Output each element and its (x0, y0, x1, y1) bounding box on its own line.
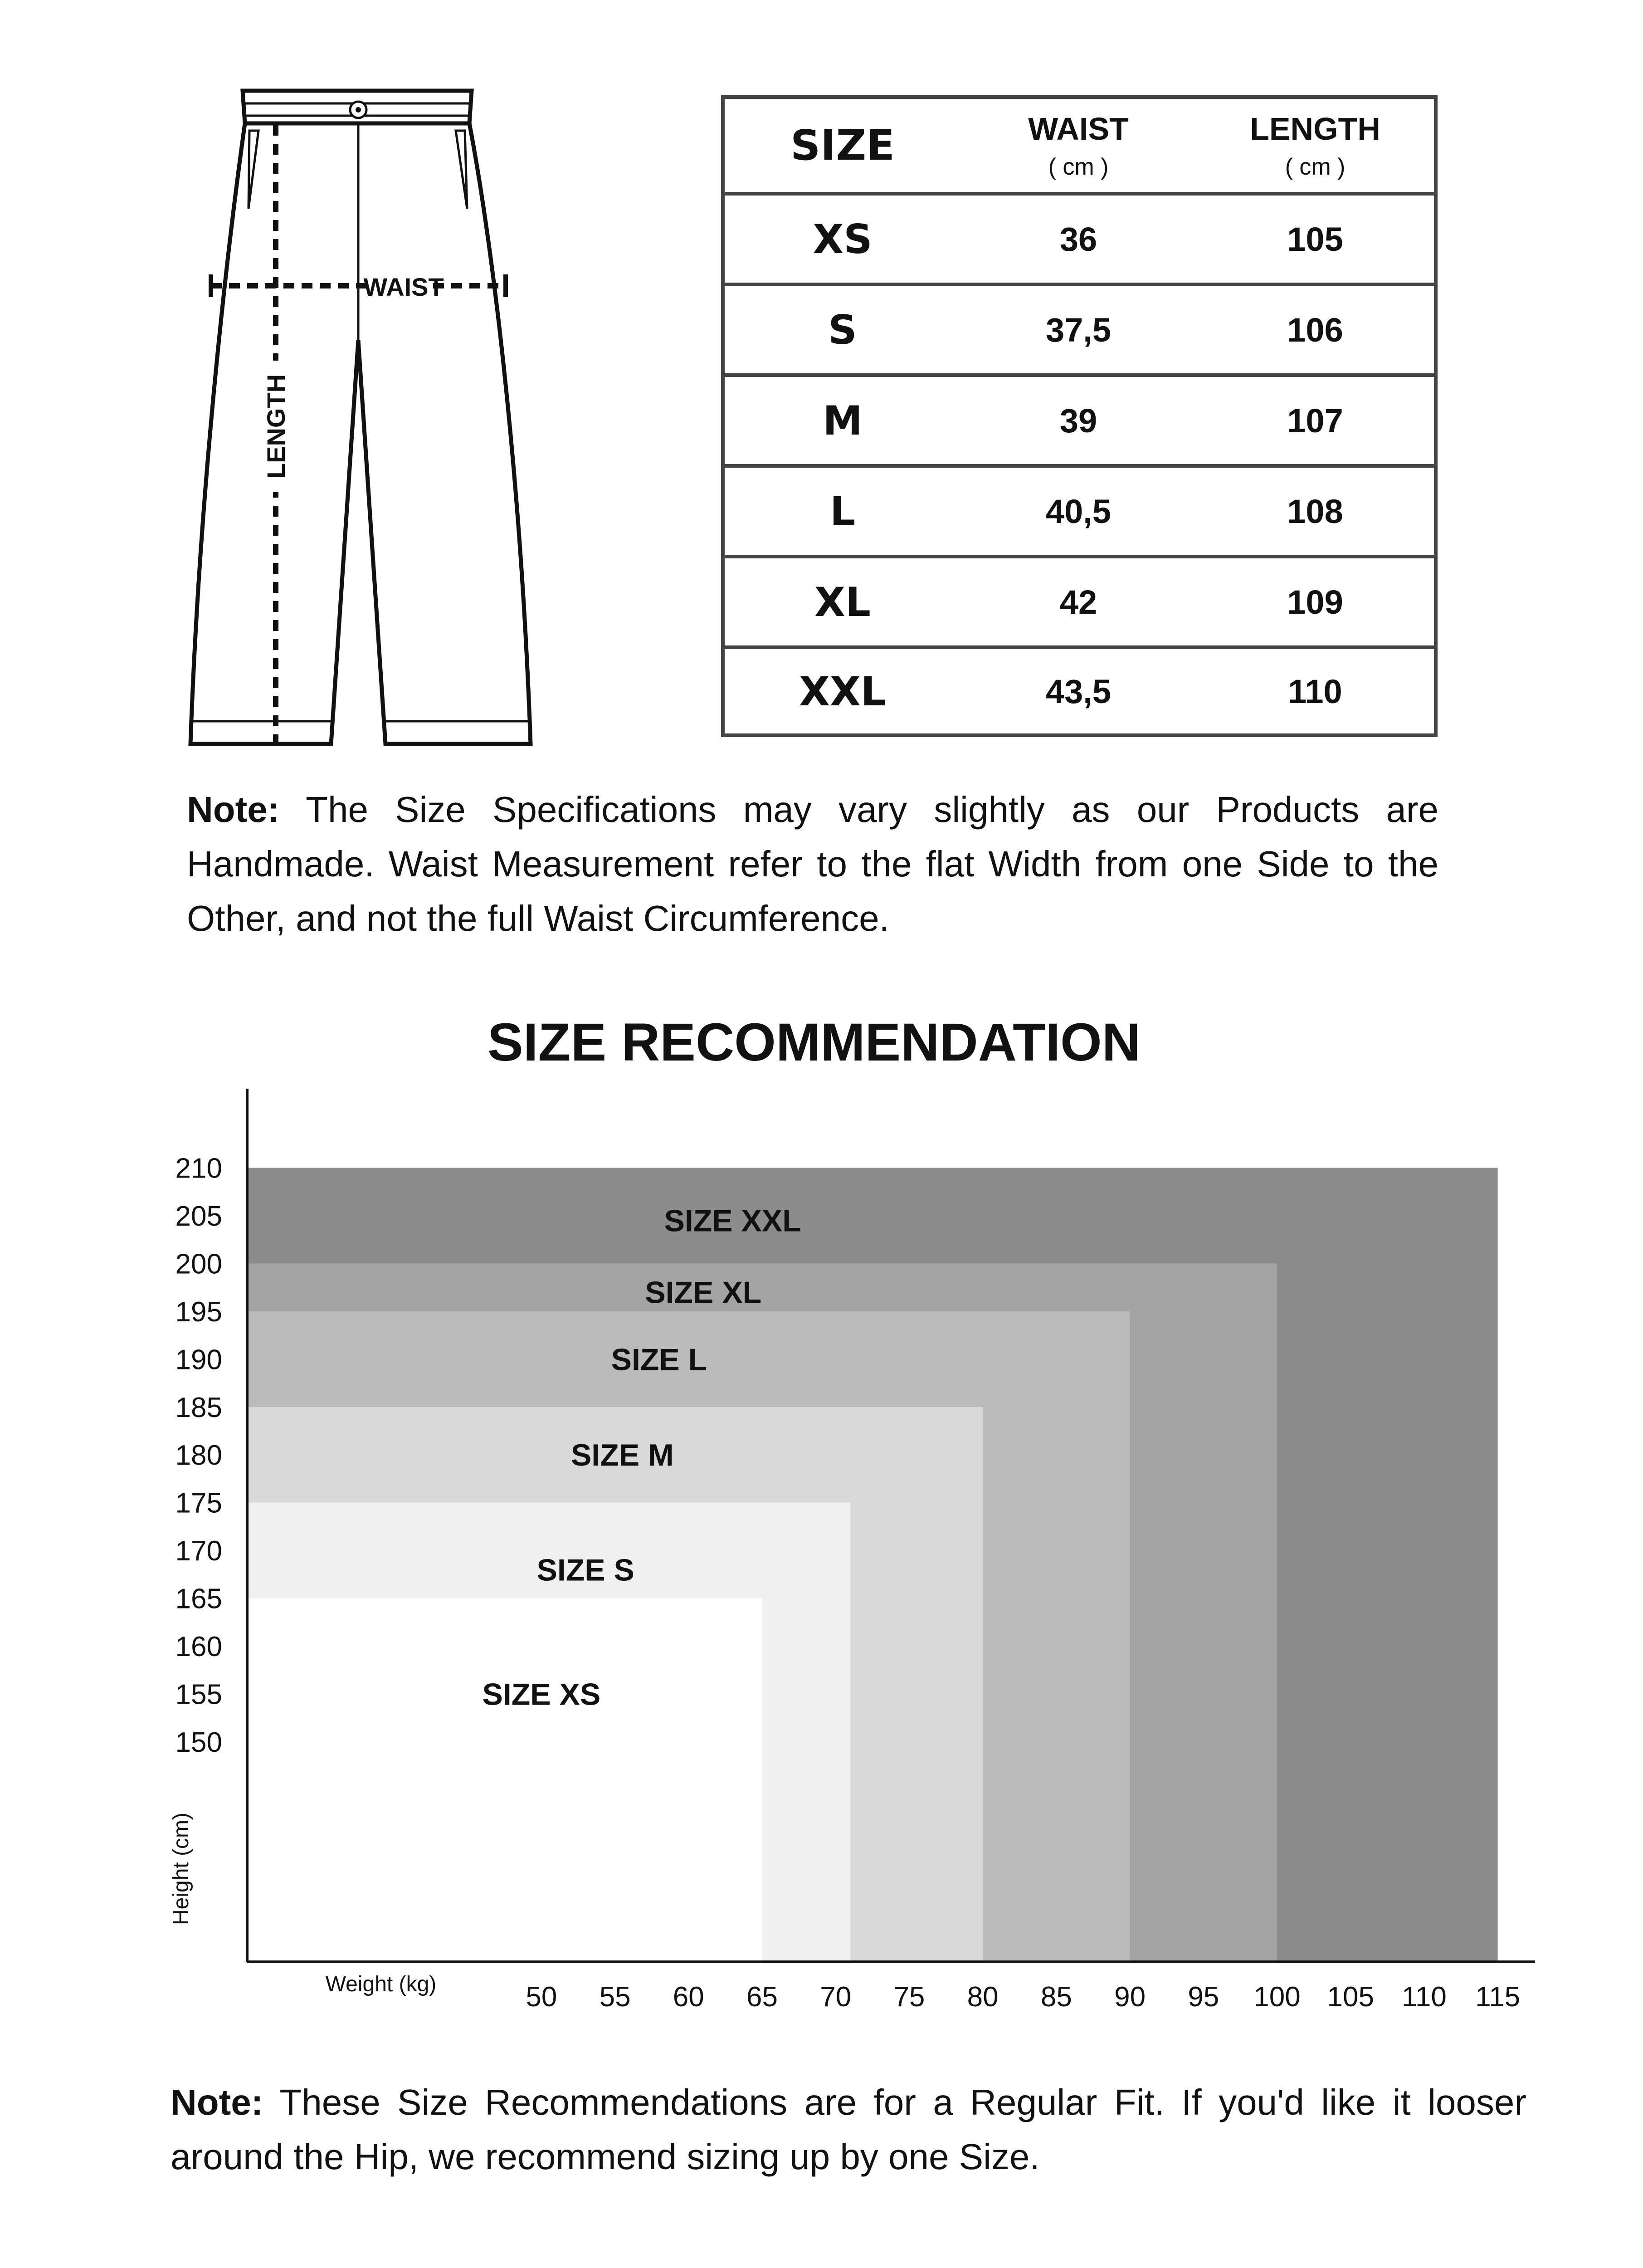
size-cell: S (828, 306, 857, 353)
y-tick-label: 155 (175, 1679, 222, 1711)
x-tick-label: 95 (1188, 1981, 1219, 2013)
y-tick-label: 200 (175, 1248, 222, 1280)
table-row (725, 286, 1434, 377)
table-row (725, 558, 1434, 649)
note-bottom-text: These Size Recommendations are for a Regular Fit. If you'd like it looser around the Hip, we recommend sizing up by one Size. (171, 2082, 1526, 2177)
x-tick-label: 50 (526, 1981, 557, 2013)
header-waist: WAIST (1028, 111, 1129, 147)
y-tick-label: 185 (175, 1392, 222, 1423)
size-cell: M (823, 397, 863, 444)
region-label: SIZE XS (482, 1677, 601, 1712)
region-label: SIZE L (611, 1342, 707, 1377)
waist-cell: 37,5 (1045, 311, 1112, 349)
note-bottom (171, 2075, 1526, 2184)
table-row (725, 196, 1434, 286)
table-header (725, 99, 1434, 196)
note-top-label: Note: (187, 789, 280, 830)
y-tick-label: 175 (175, 1487, 222, 1519)
waist-label: WAIST (363, 273, 444, 301)
region-label: SIZE XL (645, 1275, 762, 1310)
region-label: SIZE M (570, 1438, 674, 1473)
header-size: SIZE (790, 121, 895, 170)
waist-cell: 42 (1059, 583, 1097, 621)
length-cell: 107 (1287, 401, 1343, 440)
note-top (187, 782, 1438, 946)
x-tick-label: 65 (746, 1981, 778, 2013)
y-tick-label: 190 (175, 1344, 222, 1376)
waist-cell: 39 (1059, 401, 1097, 440)
x-axis-label: Weight (kg) (325, 1972, 437, 1996)
size-cell: XL (814, 578, 871, 626)
length-cell: 106 (1287, 311, 1343, 349)
size-cell: L (829, 488, 856, 535)
note-bottom-label: Note: (171, 2082, 263, 2122)
x-tick-label: 70 (820, 1981, 852, 2013)
header-waist-unit: ( cm ) (1048, 153, 1109, 180)
y-tick-label: 160 (175, 1631, 222, 1663)
y-tick-label: 170 (175, 1535, 222, 1567)
x-tick-label: 55 (599, 1981, 631, 2013)
pocket-right (456, 131, 467, 209)
length-cell: 110 (1288, 672, 1342, 710)
size-region (247, 1598, 762, 1962)
x-tick-label: 60 (673, 1981, 704, 2013)
header-length-unit: ( cm ) (1285, 153, 1346, 180)
x-tick-label: 115 (1475, 1981, 1521, 2013)
x-tick-label: 100 (1253, 1981, 1301, 2013)
pants-diagram (172, 82, 553, 753)
x-tick-label: 90 (1114, 1981, 1146, 2013)
x-tick-label: 85 (1040, 1981, 1072, 2013)
x-tick-label: 75 (893, 1981, 925, 2013)
header-length: LENGTH (1250, 111, 1380, 147)
y-tick-label: 195 (175, 1296, 222, 1328)
waist-cell: 36 (1059, 220, 1097, 258)
pocket-left (249, 131, 258, 209)
length-cell: 108 (1287, 492, 1343, 530)
region-label: SIZE S (536, 1553, 634, 1588)
size-cell: XXL (799, 668, 886, 715)
length-label: LENGTH (262, 374, 290, 479)
y-tick-label: 210 (175, 1153, 222, 1184)
region-label: SIZE XXL (664, 1203, 801, 1238)
table-row (725, 649, 1434, 733)
x-tick-label: 110 (1402, 1981, 1447, 2013)
chart-title: SIZE RECOMMENDATION (487, 1012, 1141, 1072)
size-recommendation-chart (0, 1089, 1643, 2041)
y-tick-label: 150 (175, 1726, 222, 1758)
y-axis-label: Height (cm) (169, 1812, 193, 1926)
waist-cell: 40,5 (1045, 492, 1112, 530)
table-row (725, 468, 1434, 558)
table-row (725, 377, 1434, 468)
note-top-text: The Size Specifications may vary slightly as our Products are Handmade. Waist Measurement refer to the flat Width from one Side to the Other, and not the full Waist Circumference. (187, 789, 1438, 938)
y-tick-label: 180 (175, 1440, 222, 1471)
y-tick-label: 165 (175, 1583, 222, 1615)
x-tick-label: 105 (1327, 1981, 1374, 2013)
y-tick-label: 205 (175, 1200, 222, 1232)
pants-outline (190, 123, 531, 744)
length-cell: 105 (1287, 220, 1343, 258)
waist-cell: 43,5 (1045, 672, 1112, 710)
size-table (721, 95, 1438, 737)
size-cell: XS (813, 215, 873, 263)
length-cell: 109 (1287, 583, 1343, 621)
x-tick-label: 80 (967, 1981, 999, 2013)
